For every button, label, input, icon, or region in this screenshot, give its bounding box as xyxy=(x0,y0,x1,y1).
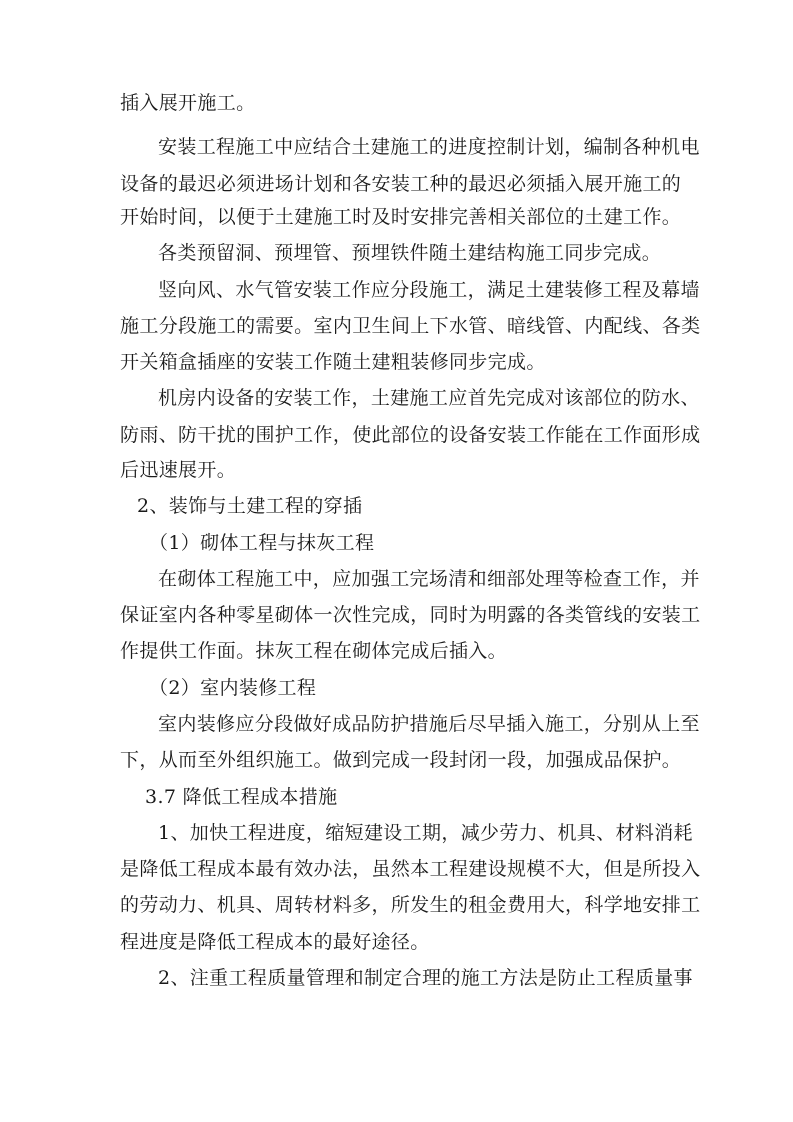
text-line: 2、注重工程质量管理和制定合理的施工方法是防止工程质量事 xyxy=(158,967,693,989)
text-line: 开关箱盒插座的安装工作随土建粗装修同步完成。 xyxy=(120,351,546,373)
text-line: 安装工程施工中应结合土建施工的进度控制计划，编制各种机电 xyxy=(158,136,700,158)
text-line: 插入展开施工。 xyxy=(120,92,256,114)
text-line: 1、加快工程进度，缩短建设工期，减少劳力、机具、材料消耗 xyxy=(158,822,693,844)
text-line: 在砌体工程施工中，应加强工完场清和细部处理等检查工作，并 xyxy=(158,568,700,590)
subsection-heading: （1）砌体工程与抹灰工程 xyxy=(149,532,375,554)
text-line: 施工分段施工的需要。室内卫生间上下水管、暗线管、内配线、各类 xyxy=(120,315,701,337)
text-line: 机房内设备的安装工作，土建施工应首先完成对该部位的防水、 xyxy=(158,387,700,409)
text-line: 各类预留洞、预埋管、预埋铁件随土建结构施工同步完成。 xyxy=(158,242,662,264)
text-line: 作提供工作面。抹灰工程在砌体完成后插入。 xyxy=(120,640,508,662)
text-line: 是降低工程成本最有效办法，虽然本工程建设规模不大，但是所投入 xyxy=(120,858,701,880)
subsection-heading: （2）室内装修工程 xyxy=(149,677,317,699)
text-line: 开始时间，以便于土建施工时及时安排完善相关部位的土建工作。 xyxy=(120,206,682,228)
text-line: 室内装修应分段做好成品防护措施后尽早插入施工，分别从上至 xyxy=(158,713,700,735)
text-line: 程进度是降低工程成本的最好途径。 xyxy=(120,931,430,953)
section-heading: 3.7 降低工程成本措施 xyxy=(145,786,338,808)
text-line: 保证室内各种零星砌体一次性完成，同时为明露的各类管线的安装工 xyxy=(120,604,701,626)
text-line: 的劳动力、机具、周转材料多，所发生的租金费用大，科学地安排工 xyxy=(120,894,701,916)
text-line: 下，从而至外组织施工。做到完成一段封闭一段，加强成品保护。 xyxy=(120,749,682,771)
text-line: 设备的最迟必须进场计划和各安装工种的最迟必须插入展开施工的 xyxy=(120,173,682,195)
section-heading: 2、装饰与土建工程的穿插 xyxy=(137,495,363,517)
text-line: 防雨、防干扰的围护工作，使此部位的设备安装工作能在工作面形成 xyxy=(120,424,701,446)
text-line: 后迅速展开。 xyxy=(120,459,237,481)
text-line: 竖向风、水气管安装工作应分段施工，满足土建装修工程及幕墙 xyxy=(158,279,700,301)
